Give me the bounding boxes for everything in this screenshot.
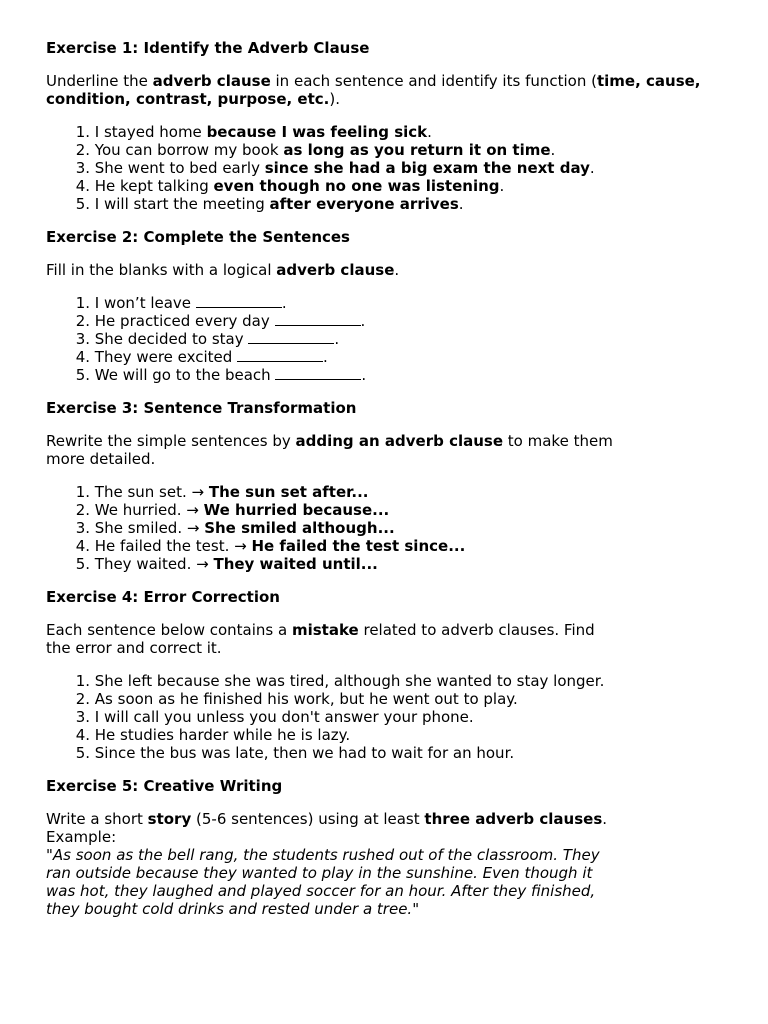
exercise-1-instruction <box>46 72 736 108</box>
instruction-bold: adding an adverb clause <box>295 432 504 450</box>
list-item <box>46 690 736 708</box>
item-number: 3. <box>75 330 90 348</box>
instruction-text: the error and correct it. <box>46 639 222 657</box>
item-number: 2. <box>75 501 90 519</box>
item-text: The sun set. → <box>94 483 209 501</box>
list-item <box>46 744 736 762</box>
list-item <box>46 294 736 312</box>
instruction-text: to make them <box>503 432 613 450</box>
instruction-bold: adverb clause <box>276 261 395 279</box>
item-text: She smiled. → <box>94 519 205 537</box>
list-item <box>46 366 736 384</box>
exercise-5-title: Exercise 5: Creative Writing <box>46 777 283 795</box>
example-story-line: "As soon as the bell rang, the students rushed out of the classroom. They <box>46 846 600 864</box>
item-number: 4. <box>75 537 90 555</box>
exercise-2-instruction <box>46 261 736 279</box>
item-number: 5. <box>75 744 90 762</box>
list-item <box>46 519 736 537</box>
instruction-text: . <box>394 261 400 279</box>
item-number: 3. <box>75 519 90 537</box>
item-number: 5. <box>75 195 90 213</box>
instruction-text: Write a short <box>46 810 148 828</box>
exercise-4-title: Exercise 4: Error Correction <box>46 588 280 606</box>
item-text: He practiced every day <box>94 312 275 330</box>
instruction-text: Each sentence below contains a <box>46 621 292 639</box>
item-text: He failed the test. → <box>94 537 252 555</box>
item-clause: after everyone arrives <box>269 195 459 213</box>
list-item <box>46 141 736 159</box>
exercise-4 <box>46 588 736 762</box>
list-item <box>46 483 736 501</box>
list-item <box>46 195 736 213</box>
item-text: I won’t leave <box>94 294 196 312</box>
item-text: She went to bed early <box>94 159 265 177</box>
instruction-text: . <box>602 810 608 828</box>
item-number: 4. <box>75 348 90 366</box>
example-story-line: they bought cold drinks and rested under a tree." <box>46 900 420 918</box>
list-item <box>46 348 736 366</box>
list-item <box>46 555 736 573</box>
item-transformation: He failed the test since... <box>251 537 466 555</box>
exercise-3-instruction <box>46 432 736 468</box>
list-item <box>46 672 736 690</box>
item-text: He kept talking <box>94 177 214 195</box>
item-text: We will go to the beach <box>94 366 276 384</box>
instruction-bold: time, cause, condition, contrast, purpose, etc. <box>46 72 701 108</box>
item-text: I will call you unless you don't answer your phone. <box>94 708 474 726</box>
instruction-text: related to adverb clauses. Find <box>358 621 595 639</box>
item-end: . <box>334 330 340 348</box>
item-number: 1. <box>75 294 90 312</box>
item-number: 2. <box>75 690 90 708</box>
list-item <box>46 177 736 195</box>
instruction-text: Underline the <box>46 72 153 90</box>
item-text: She left because she was tired, although she wanted to stay longer. <box>94 672 605 690</box>
item-end: . <box>589 159 595 177</box>
item-end: . <box>427 123 432 141</box>
item-text: I stayed home <box>94 123 207 141</box>
instruction-bold: adverb clause <box>152 72 271 90</box>
item-text: He studies harder while he is lazy. <box>94 726 351 744</box>
exercise-4-list <box>46 672 736 762</box>
item-text: You can borrow my book <box>94 141 284 159</box>
item-clause: since she had a big exam the next day <box>264 159 590 177</box>
item-clause: even though no one was listening <box>213 177 500 195</box>
list-item <box>46 708 736 726</box>
list-item <box>46 501 736 519</box>
item-number: 3. <box>75 708 90 726</box>
item-number: 2. <box>75 141 90 159</box>
exercise-4-instruction <box>46 621 736 657</box>
example-story-line: ran outside because they wanted to play in the sunshine. Even though it <box>46 864 593 882</box>
instruction-text: Fill in the blanks with a logical <box>46 261 277 279</box>
item-number: 3. <box>75 159 90 177</box>
list-item <box>46 537 736 555</box>
item-end: . <box>323 348 328 366</box>
item-transformation: They waited until... <box>213 555 378 573</box>
exercise-2-list <box>46 294 736 384</box>
list-item <box>46 330 736 348</box>
answer-blank[interactable] <box>237 348 323 362</box>
item-number: 1. <box>75 672 90 690</box>
list-item <box>46 312 736 330</box>
answer-blank[interactable] <box>196 294 282 308</box>
worksheet <box>46 39 736 918</box>
answer-blank[interactable] <box>248 330 334 344</box>
instruction-text: more detailed. <box>46 450 156 468</box>
example-story-line: was hot, they laughed and played soccer for an hour. After they finished, <box>46 882 596 900</box>
item-transformation: She smiled although... <box>204 519 395 537</box>
exercise-3 <box>46 399 736 573</box>
example-label: Example: <box>46 828 117 846</box>
item-number: 2. <box>75 312 90 330</box>
exercise-2-title: Exercise 2: Complete the Sentences <box>46 228 350 246</box>
item-text: They waited. → <box>94 555 214 573</box>
instruction-text: in each sentence and identify its function ( <box>270 72 597 90</box>
item-number: 5. <box>75 555 90 573</box>
answer-blank[interactable] <box>275 312 361 326</box>
item-text: We hurried. → <box>94 501 204 519</box>
instruction-text: Rewrite the simple sentences by <box>46 432 296 450</box>
item-transformation: The sun set after... <box>208 483 369 501</box>
instruction-bold: three adverb clauses <box>424 810 603 828</box>
instruction-bold: story <box>147 810 192 828</box>
instruction-bold: mistake <box>291 621 359 639</box>
exercise-1-title: Exercise 1: Identify the Adverb Clause <box>46 39 370 57</box>
instruction-text: (5-6 sentences) using at least <box>191 810 425 828</box>
exercise-3-list <box>46 483 736 573</box>
item-text: She decided to stay <box>94 330 249 348</box>
answer-blank[interactable] <box>275 366 361 380</box>
item-number: 4. <box>75 177 90 195</box>
item-number: 1. <box>75 483 90 501</box>
exercise-2 <box>46 228 736 384</box>
item-number: 5. <box>75 366 90 384</box>
item-clause: as long as you return it on time <box>283 141 551 159</box>
exercise-1 <box>46 39 736 213</box>
item-transformation: We hurried because... <box>203 501 390 519</box>
exercise-1-list <box>46 123 736 213</box>
item-number: 1. <box>75 123 90 141</box>
list-item <box>46 159 736 177</box>
item-end: . <box>360 312 366 330</box>
item-end: . <box>361 366 367 384</box>
item-end: . <box>281 294 287 312</box>
exercise-3-title: Exercise 3: Sentence Transformation <box>46 399 357 417</box>
list-item <box>46 123 736 141</box>
item-number: 4. <box>75 726 90 744</box>
list-item <box>46 726 736 744</box>
item-text: I will start the meeting <box>94 195 270 213</box>
item-clause: because I was feeling sick <box>206 123 428 141</box>
item-text: They were excited <box>94 348 238 366</box>
exercise-5 <box>46 777 736 918</box>
item-end: . <box>550 141 556 159</box>
exercise-5-instruction <box>46 810 736 918</box>
item-text: Since the bus was late, then we had to wait for an hour. <box>94 744 515 762</box>
item-end: . <box>458 195 464 213</box>
instruction-text: ). <box>329 90 340 108</box>
item-text: As soon as he finished his work, but he went out to play. <box>94 690 518 708</box>
item-end: . <box>499 177 505 195</box>
